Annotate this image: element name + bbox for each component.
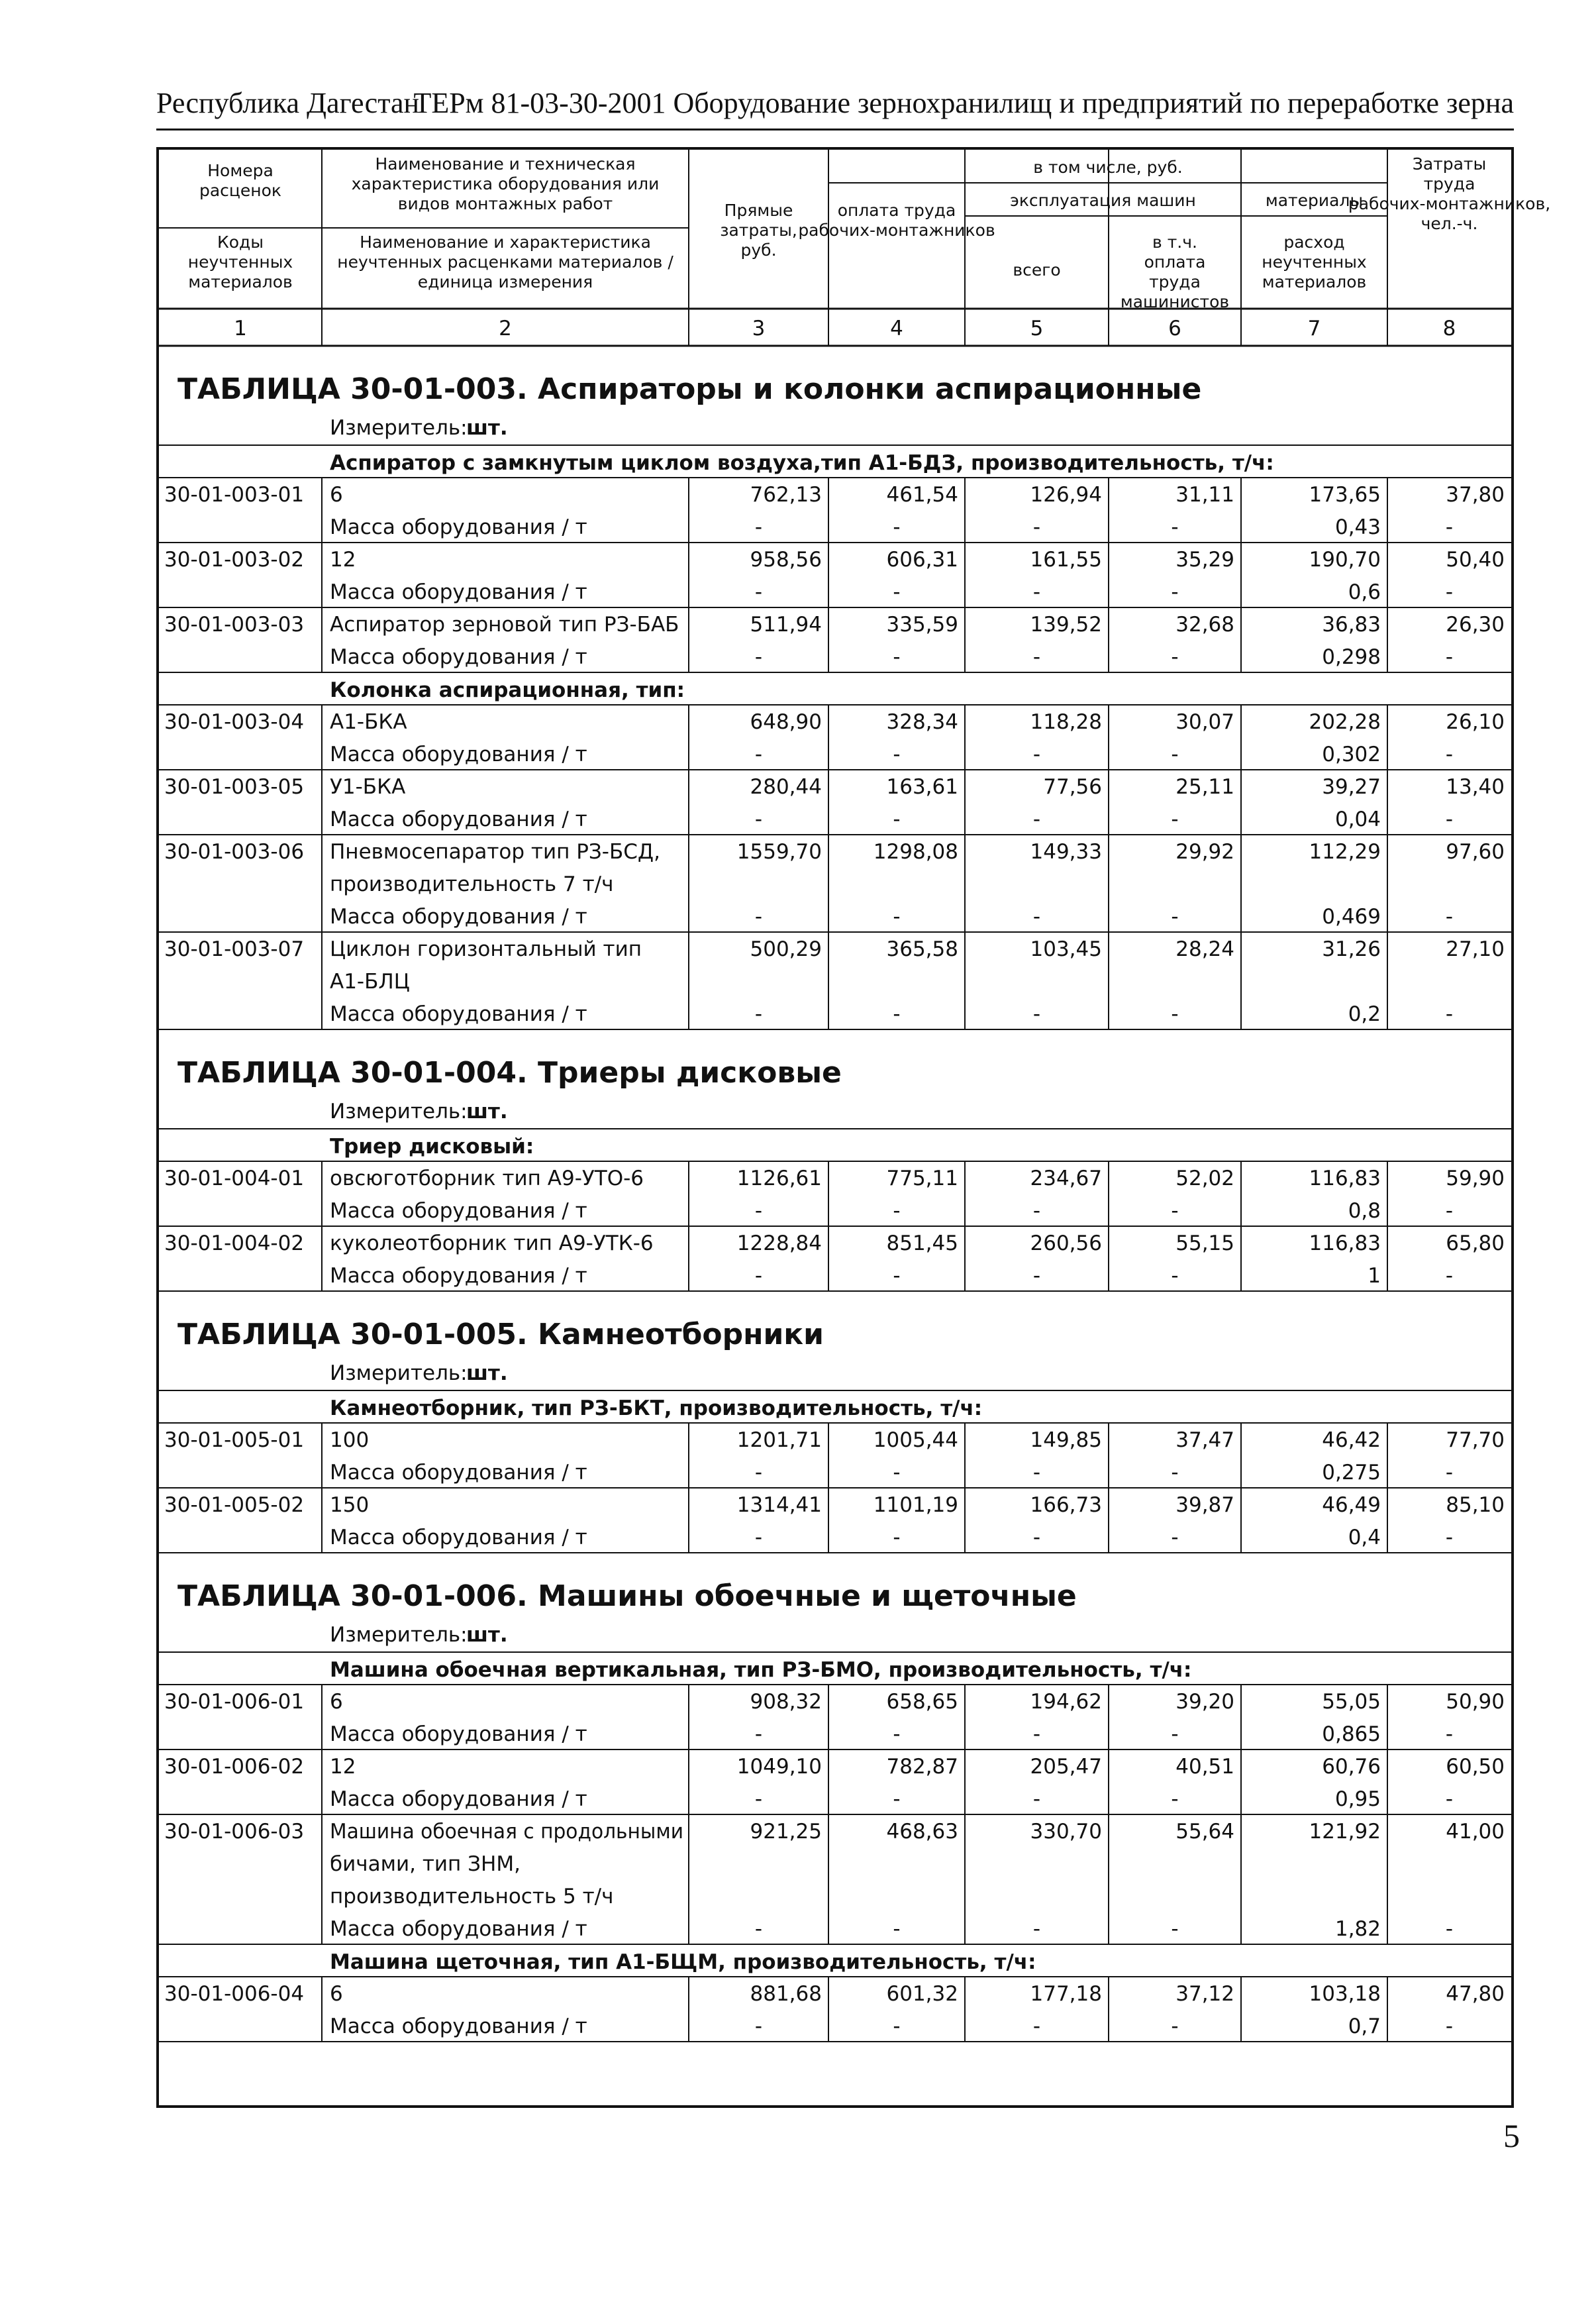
- dash-cell: -: [1445, 1264, 1454, 1288]
- dash-cell: -: [1032, 1787, 1041, 1811]
- mass-value: 1: [1368, 1264, 1381, 1288]
- dash-cell: -: [754, 1264, 763, 1288]
- dash-cell: -: [1445, 1917, 1454, 1941]
- dash-cell: -: [893, 1264, 901, 1288]
- cell-value: 126,94: [1030, 483, 1102, 507]
- price-table: [159, 150, 1551, 2105]
- dash-cell: -: [754, 580, 763, 604]
- dash-cell: -: [1032, 1917, 1041, 1941]
- rate-code: 30-01-003-06: [164, 840, 305, 864]
- cell-value: 37,80: [1446, 483, 1505, 507]
- column-number: 7: [1307, 317, 1321, 340]
- unit-label: Измеритель:: [330, 416, 468, 440]
- cell-value: 908,32: [750, 1690, 822, 1714]
- mass-value: 0,95: [1334, 1787, 1381, 1811]
- dash-cell: -: [1032, 1199, 1041, 1223]
- dash-cell: -: [1171, 905, 1179, 929]
- header-materials-consumption: расход: [1283, 233, 1345, 252]
- cell-value: 32,68: [1175, 613, 1234, 637]
- running-header: [156, 86, 1514, 132]
- cell-value: 55,05: [1322, 1690, 1381, 1714]
- cell-value: 40,51: [1175, 1755, 1234, 1779]
- mass-label: Масса оборудования / т: [330, 1722, 587, 1746]
- header-machine-operation: эксплуатация машин: [1010, 191, 1196, 210]
- rate-code: 30-01-005-02: [164, 1493, 305, 1517]
- dash-cell: -: [754, 645, 763, 669]
- cell-value: 1101,19: [873, 1493, 958, 1517]
- dash-cell: -: [893, 645, 901, 669]
- cell-value: 958,56: [750, 548, 822, 572]
- cell-value: 77,56: [1043, 775, 1102, 799]
- header-rate-numbers: Номера: [207, 161, 274, 180]
- header-material-codes: Коды: [217, 233, 264, 252]
- mass-value: 0,298: [1322, 645, 1381, 669]
- dash-cell: -: [893, 1917, 901, 1941]
- cell-value: 26,10: [1446, 710, 1505, 734]
- cell-value: 234,67: [1030, 1167, 1102, 1190]
- cell-value: 37,47: [1175, 1428, 1234, 1452]
- mass-label: Масса оборудования / т: [330, 1526, 587, 1549]
- cell-value: 173,65: [1309, 483, 1381, 507]
- dash-cell: -: [1171, 1722, 1179, 1746]
- mass-value: 0,6: [1348, 580, 1381, 604]
- dash-cell: -: [1032, 1461, 1041, 1485]
- cell-value: 116,83: [1309, 1231, 1381, 1255]
- dash-cell: -: [1445, 1722, 1454, 1746]
- rate-name: 6: [330, 483, 343, 507]
- dash-cell: -: [754, 515, 763, 539]
- cell-value: 194,62: [1030, 1690, 1102, 1714]
- cell-value: 330,70: [1030, 1820, 1102, 1844]
- rate-code: 30-01-004-02: [164, 1231, 305, 1255]
- cell-value: 39,20: [1175, 1690, 1234, 1714]
- header-operator-wages: труда: [1149, 272, 1201, 291]
- cell-value: 851,45: [886, 1231, 958, 1255]
- cell-value: 121,92: [1309, 1820, 1381, 1844]
- dash-cell: -: [754, 1722, 763, 1746]
- cell-value: 500,29: [750, 937, 822, 961]
- cell-value: 39,27: [1322, 775, 1381, 799]
- mass-label: Масса оборудования / т: [330, 580, 587, 604]
- cell-value: 1049,10: [736, 1755, 822, 1779]
- cell-value: 59,90: [1446, 1167, 1505, 1190]
- cell-value: 166,73: [1030, 1493, 1102, 1517]
- column-number: 1: [234, 317, 247, 340]
- mass-label: Масса оборудования / т: [330, 1917, 587, 1941]
- rate-name: 150: [330, 1493, 370, 1517]
- cell-value: 27,10: [1446, 937, 1505, 961]
- rate-code: 30-01-005-01: [164, 1428, 305, 1452]
- header-region: Республика Дагестан: [156, 87, 420, 119]
- header-labor-hours: чел.-ч.: [1421, 214, 1478, 233]
- rate-code: 30-01-004-01: [164, 1167, 305, 1190]
- group-heading: Аспиратор с замкнутым циклом воздуха,тип А1-БДЗ, производительность, т/ч:: [330, 451, 1274, 475]
- table-frame: [156, 147, 1551, 2108]
- rate-name: производительность 7 т/ч: [330, 872, 614, 896]
- dash-cell: -: [754, 1787, 763, 1811]
- rate-code: 30-01-003-02: [164, 548, 305, 572]
- dash-cell: -: [1032, 905, 1041, 929]
- dash-cell: -: [893, 580, 901, 604]
- cell-value: 112,29: [1309, 840, 1381, 864]
- cell-value: 280,44: [750, 775, 822, 799]
- cell-value: 118,28: [1030, 710, 1102, 734]
- cell-value: 648,90: [750, 710, 822, 734]
- header-document-title: ТЕРм 81-03-30-2001 Оборудование зернохранилищ и предприятий по переработке зерна: [413, 87, 1514, 119]
- cell-value: 55,15: [1175, 1231, 1234, 1255]
- mass-value: 0,8: [1348, 1199, 1381, 1223]
- rate-name: Аспиратор зерновой тип РЗ-БАБ: [330, 613, 679, 637]
- group-heading: Машина обоечная вертикальная, тип РЗ-БМО, производительность, т/ч:: [330, 1658, 1192, 1682]
- cell-value: 468,63: [886, 1820, 958, 1844]
- mass-label: Масса оборудования / т: [330, 808, 587, 831]
- dash-cell: -: [1032, 743, 1041, 766]
- mass-label: Масса оборудования / т: [330, 515, 587, 539]
- header-materials: материалы: [1265, 191, 1364, 210]
- mass-value: 0,7: [1348, 2014, 1381, 2038]
- mass-value: 0,04: [1334, 808, 1381, 831]
- dash-cell: -: [754, 1917, 763, 1941]
- cell-value: 161,55: [1030, 548, 1102, 572]
- cell-value: 55,64: [1175, 1820, 1234, 1844]
- rate-name: Пневмосепаратор тип РЗ-БСД,: [330, 840, 660, 864]
- dash-cell: -: [1445, 808, 1454, 831]
- header-labor-hours: труда: [1423, 174, 1475, 193]
- cell-value: 1126,61: [736, 1167, 822, 1190]
- cell-value: 601,32: [886, 1982, 958, 2006]
- dash-cell: -: [893, 515, 901, 539]
- header-direct-costs: Прямые: [724, 201, 793, 220]
- cell-value: 1559,70: [736, 840, 822, 864]
- dash-cell: -: [893, 1461, 901, 1485]
- group-heading: Триер дисковый:: [330, 1135, 534, 1159]
- cell-value: 35,29: [1175, 548, 1234, 572]
- cell-value: 782,87: [886, 1755, 958, 1779]
- cell-value: 103,45: [1030, 937, 1102, 961]
- rate-code: 30-01-003-04: [164, 710, 305, 734]
- rate-name: овсюготборник тип А9-УТО-6: [330, 1167, 644, 1190]
- rate-code: 30-01-003-03: [164, 613, 305, 637]
- unit-value: шт.: [466, 416, 508, 440]
- mass-label: Масса оборудования / т: [330, 743, 587, 766]
- mass-label: Масса оборудования / т: [330, 645, 587, 669]
- cell-value: 46,42: [1322, 1428, 1381, 1452]
- mass-value: 0,43: [1334, 515, 1381, 539]
- column-number: 2: [499, 317, 512, 340]
- cell-value: 139,52: [1030, 613, 1102, 637]
- dash-cell: -: [754, 1461, 763, 1485]
- cell-value: 190,70: [1309, 548, 1381, 572]
- group-heading: Камнеотборник, тип РЗ-БКТ, производительность, т/ч:: [330, 1396, 983, 1420]
- section-title: ТАБЛИЦА 30-01-005. Камнеотборники: [177, 1318, 824, 1351]
- dash-cell: -: [1445, 515, 1454, 539]
- dash-cell: -: [1171, 1787, 1179, 1811]
- dash-cell: -: [1032, 515, 1041, 539]
- cell-value: 31,11: [1175, 483, 1234, 507]
- dash-cell: -: [1032, 808, 1041, 831]
- cell-value: 85,10: [1446, 1493, 1505, 1517]
- cell-value: 775,11: [886, 1167, 958, 1190]
- header-operator-wages: машинистов: [1120, 292, 1230, 311]
- cell-value: 260,56: [1030, 1231, 1102, 1255]
- cell-value: 202,28: [1309, 710, 1381, 734]
- cell-value: 606,31: [886, 548, 958, 572]
- mass-value: 0,469: [1322, 905, 1381, 929]
- cell-value: 30,07: [1175, 710, 1234, 734]
- dash-cell: -: [1171, 808, 1179, 831]
- header-work-description: видов монтажных работ: [397, 194, 613, 213]
- cell-value: 25,11: [1175, 775, 1234, 799]
- cell-value: 762,13: [750, 483, 822, 507]
- cell-value: 116,83: [1309, 1167, 1381, 1190]
- unit-value: шт.: [466, 1100, 508, 1123]
- dash-cell: -: [893, 2014, 901, 2038]
- dash-cell: -: [754, 1002, 763, 1026]
- cell-value: 47,80: [1446, 1982, 1505, 2006]
- header-direct-costs: затраты,: [720, 221, 797, 240]
- cell-value: 31,26: [1322, 937, 1381, 961]
- dash-cell: -: [1171, 1917, 1179, 1941]
- dash-cell: -: [1445, 645, 1454, 669]
- column-number: 8: [1442, 317, 1456, 340]
- dash-cell: -: [1171, 1002, 1179, 1026]
- mass-label: Масса оборудования / т: [330, 2014, 587, 2038]
- dash-cell: -: [1032, 1722, 1041, 1746]
- column-number: 3: [752, 317, 766, 340]
- dash-cell: -: [1171, 1199, 1179, 1223]
- dash-cell: -: [1445, 743, 1454, 766]
- dash-cell: -: [1171, 1526, 1179, 1549]
- rate-code: 30-01-006-03: [164, 1820, 305, 1844]
- dash-cell: -: [1445, 1002, 1454, 1026]
- dash-cell: -: [1032, 1264, 1041, 1288]
- header-material-description: неучтенных расценками материалов /: [337, 252, 673, 272]
- rate-code: 30-01-003-07: [164, 937, 305, 961]
- header-rule: [156, 129, 1514, 131]
- dash-cell: -: [1445, 905, 1454, 929]
- cell-value: 658,65: [886, 1690, 958, 1714]
- cell-value: 461,54: [886, 483, 958, 507]
- dash-cell: -: [754, 743, 763, 766]
- cell-value: 365,58: [886, 937, 958, 961]
- header-labor-wages: рабочих-монтажников: [798, 221, 995, 240]
- cell-value: 328,34: [886, 710, 958, 734]
- cell-value: 1201,71: [736, 1428, 822, 1452]
- rate-code: 30-01-003-05: [164, 775, 305, 799]
- header-operator-wages: в т.ч.: [1152, 233, 1197, 252]
- mass-value: 0,275: [1322, 1461, 1381, 1485]
- rate-name: У1-БКА: [330, 775, 406, 799]
- cell-value: 28,24: [1175, 937, 1234, 961]
- rate-name: А1-БЛЦ: [330, 970, 410, 994]
- column-number: 5: [1030, 317, 1044, 340]
- dash-cell: -: [1171, 1461, 1179, 1485]
- cell-value: 511,94: [750, 613, 822, 637]
- dash-cell: -: [754, 808, 763, 831]
- mass-value: 0,865: [1322, 1722, 1381, 1746]
- header-machines-total: всего: [1013, 260, 1061, 280]
- cell-value: 60,50: [1446, 1755, 1505, 1779]
- dash-cell: -: [893, 1199, 901, 1223]
- cell-value: 1228,84: [736, 1231, 822, 1255]
- rate-name: А1-БКА: [330, 710, 407, 734]
- cell-value: 65,80: [1446, 1231, 1505, 1255]
- dash-cell: -: [1445, 1199, 1454, 1223]
- cell-value: 37,12: [1175, 1982, 1234, 2006]
- unit-label: Измеритель:: [330, 1623, 468, 1647]
- page-number: 5: [1503, 2117, 1520, 2154]
- mass-value: 0,302: [1322, 743, 1381, 766]
- section-title: ТАБЛИЦА 30-01-004. Триеры дисковые: [177, 1056, 842, 1090]
- cell-value: 881,68: [750, 1982, 822, 2006]
- cell-value: 177,18: [1030, 1982, 1102, 2006]
- rate-name: 100: [330, 1428, 370, 1452]
- rate-code: 30-01-003-01: [164, 483, 305, 507]
- cell-value: 921,25: [750, 1820, 822, 1844]
- mass-label: Масса оборудования / т: [330, 905, 587, 929]
- mass-value: 1,82: [1334, 1917, 1381, 1941]
- dash-cell: -: [893, 1722, 901, 1746]
- cell-value: 149,85: [1030, 1428, 1102, 1452]
- cell-value: 50,40: [1446, 548, 1505, 572]
- cell-value: 41,00: [1446, 1820, 1505, 1844]
- mass-label: Масса оборудования / т: [330, 1264, 587, 1288]
- dash-cell: -: [1445, 1787, 1454, 1811]
- dash-cell: -: [1032, 580, 1041, 604]
- unit-value: шт.: [466, 1623, 508, 1647]
- unit-label: Измеритель:: [330, 1361, 468, 1385]
- cell-value: 26,30: [1446, 613, 1505, 637]
- dash-cell: -: [1445, 580, 1454, 604]
- cell-value: 60,76: [1322, 1755, 1381, 1779]
- header-material-description: Наименование и характеристика: [360, 233, 651, 252]
- cell-value: 39,87: [1175, 1493, 1234, 1517]
- dash-cell: -: [893, 808, 901, 831]
- mass-label: Масса оборудования / т: [330, 1787, 587, 1811]
- dash-cell: -: [754, 905, 763, 929]
- dash-cell: -: [893, 1526, 901, 1549]
- unit-value: шт.: [466, 1361, 508, 1385]
- dash-cell: -: [893, 1787, 901, 1811]
- header-material-description: единица измерения: [417, 272, 593, 291]
- mass-label: Масса оборудования / т: [330, 1461, 587, 1485]
- group-heading: Колонка аспирационная, тип:: [330, 678, 685, 702]
- header-work-description: Наименование и техническая: [375, 154, 636, 174]
- cell-value: 13,40: [1446, 775, 1505, 799]
- cell-value: 36,83: [1322, 613, 1381, 637]
- header-direct-costs: руб.: [740, 240, 777, 260]
- header-labor-hours: Затраты: [1412, 154, 1487, 174]
- rate-name: 6: [330, 1690, 343, 1714]
- rate-name: Машина обоечная с продольными: [330, 1820, 683, 1844]
- cell-value: 149,33: [1030, 840, 1102, 864]
- mass-value: 0,4: [1348, 1526, 1381, 1549]
- dash-cell: -: [1032, 645, 1041, 669]
- dash-cell: -: [1032, 1526, 1041, 1549]
- header-materials-consumption: материалов: [1262, 272, 1367, 291]
- cell-value: 163,61: [886, 775, 958, 799]
- dash-cell: -: [1171, 1264, 1179, 1288]
- dash-cell: -: [1032, 2014, 1041, 2038]
- dash-cell: -: [1171, 580, 1179, 604]
- rate-code: 30-01-006-01: [164, 1690, 305, 1714]
- cell-value: 335,59: [886, 613, 958, 637]
- mass-label: Масса оборудования / т: [330, 1002, 587, 1026]
- header-work-description: характеристика оборудования или: [351, 174, 660, 193]
- cell-value: 52,02: [1175, 1167, 1234, 1190]
- section-title: ТАБЛИЦА 30-01-003. Аспираторы и колонки аспирационные: [177, 372, 1202, 406]
- dash-cell: -: [754, 1526, 763, 1549]
- header-in-total: в том числе, руб.: [1033, 158, 1183, 177]
- header-labor-hours: рабочих-монтажников,: [1348, 194, 1551, 213]
- cell-value: 205,47: [1030, 1755, 1102, 1779]
- header-material-codes: неучтенных: [187, 252, 293, 272]
- mass-label: Масса оборудования / т: [330, 1199, 587, 1223]
- cell-value: 46,49: [1322, 1493, 1381, 1517]
- dash-cell: -: [1171, 645, 1179, 669]
- dash-cell: -: [754, 1199, 763, 1223]
- group-heading: Машина щеточная, тип А1-БЩМ, производительность, т/ч:: [330, 1950, 1036, 1974]
- dash-cell: -: [1032, 1002, 1041, 1026]
- cell-value: 97,60: [1446, 840, 1505, 864]
- cell-value: 1314,41: [736, 1493, 822, 1517]
- rate-name: бичами, тип ЗНМ,: [330, 1852, 521, 1876]
- dash-cell: -: [1445, 1461, 1454, 1485]
- rate-name: 6: [330, 1982, 343, 2006]
- header-rate-numbers: расценок: [199, 181, 282, 200]
- cell-value: 29,92: [1175, 840, 1234, 864]
- cell-value: 77,70: [1446, 1428, 1505, 1452]
- mass-value: 0,2: [1348, 1002, 1381, 1026]
- dash-cell: -: [893, 743, 901, 766]
- dash-cell: -: [1171, 2014, 1179, 2038]
- column-number: 6: [1168, 317, 1181, 340]
- dash-cell: -: [1171, 515, 1179, 539]
- header-materials-consumption: неучтенных: [1262, 252, 1367, 272]
- dash-cell: -: [893, 1002, 901, 1026]
- rate-name: куколеотборник тип А9-УТК-6: [330, 1231, 654, 1255]
- unit-label: Измеритель:: [330, 1100, 468, 1123]
- dash-cell: -: [893, 905, 901, 929]
- dash-cell: -: [1445, 2014, 1454, 2038]
- rate-name: Циклон горизонтальный тип: [330, 937, 642, 961]
- cell-value: 1005,44: [873, 1428, 958, 1452]
- dash-cell: -: [1445, 1526, 1454, 1549]
- dash-cell: -: [1171, 743, 1179, 766]
- rate-code: 30-01-006-04: [164, 1982, 305, 2006]
- rate-name: 12: [330, 548, 356, 572]
- section-title: ТАБЛИЦА 30-01-006. Машины обоечные и щеточные: [177, 1579, 1077, 1613]
- cell-value: 103,18: [1309, 1982, 1381, 2006]
- header-labor-wages: оплата труда: [837, 201, 956, 220]
- dash-cell: -: [754, 2014, 763, 2038]
- cell-value: 50,90: [1446, 1690, 1505, 1714]
- rate-name: 12: [330, 1755, 356, 1779]
- header-material-codes: материалов: [188, 272, 293, 291]
- header-operator-wages: оплата: [1144, 252, 1206, 272]
- column-number: 4: [890, 317, 903, 340]
- rate-name: производительность 5 т/ч: [330, 1885, 614, 1908]
- cell-value: 1298,08: [873, 840, 958, 864]
- rate-code: 30-01-006-02: [164, 1755, 305, 1779]
